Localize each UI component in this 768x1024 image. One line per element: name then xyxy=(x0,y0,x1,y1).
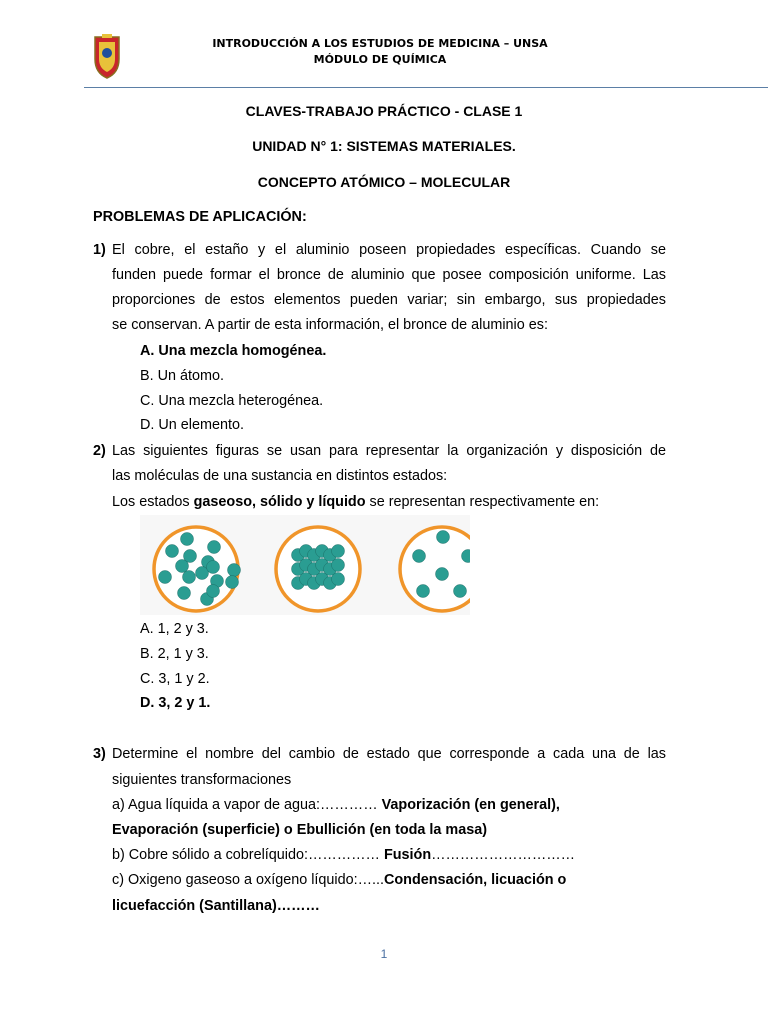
q2-option-b: B. 2, 1 y 3. xyxy=(140,646,209,662)
q2-option-d: D. 3, 2 y 1. xyxy=(140,695,211,711)
q2-number: 2) xyxy=(93,443,106,459)
q2-line-2: las moléculas de una sustancia en distintos estados: xyxy=(112,468,448,484)
q1-option-a: A. Una mezcla homogénea. xyxy=(140,343,327,359)
q2-line-1: Las siguientes figuras se usan para representar la organización y disposición de xyxy=(112,443,666,459)
q2-option-c: C. 3, 1 y 2. xyxy=(140,671,210,687)
q2-line-3-post: se representan respectivamente en: xyxy=(365,494,600,510)
q1-line-1: El cobre, el estaño y el aluminio poseen propiedades específicas. Cuando se xyxy=(112,242,666,258)
topic-title: CONCEPTO ATÓMICO – MOLECULAR xyxy=(257,174,511,190)
university-crest-icon xyxy=(92,33,122,79)
q3-item-c-answer: Condensación, licuación o xyxy=(384,872,567,888)
q1-number: 1) xyxy=(93,242,106,258)
q3-item-a-answer: Vaporización (en general), xyxy=(381,797,560,813)
q3-item-b-answer: Fusión xyxy=(383,847,432,863)
q2-option-a: A. 1, 2 y 3. xyxy=(140,621,209,637)
q1-option-b: B. Un átomo. xyxy=(140,368,224,384)
q3-item-b-prompt: b) Cobre sólido a cobrelíquido:…………… xyxy=(112,847,380,863)
q3-item-c xyxy=(112,872,566,888)
q2-line-3-pre: Los estados xyxy=(112,494,194,510)
q3-item-b xyxy=(112,847,575,863)
header-rule xyxy=(84,87,768,88)
figure-1-container xyxy=(154,527,241,611)
section-heading: PROBLEMAS DE APLICACIÓN: xyxy=(93,209,307,225)
header-module-title: MÓDULO DE QUÍMICA xyxy=(313,53,447,66)
unit-title: UNIDAD N° 1: SISTEMAS MATERIALES. xyxy=(252,138,516,154)
figure-3-container xyxy=(400,527,470,611)
q3-number: 3) xyxy=(93,746,106,762)
q3-item-a xyxy=(112,797,560,813)
states-of-matter-figure xyxy=(140,515,470,615)
q2-line-3-bold: gaseoso, sólido y líquido xyxy=(193,494,366,510)
q1-line-2: funden puede formar el bronce de aluminio que posee composición uniforme. Las xyxy=(112,267,666,283)
q3-item-c-answer-cont: licuefacción (Santillana)……… xyxy=(112,898,320,914)
q1-line-3: proporciones de estos elementos pueden variar; sin embargo, sus propiedades xyxy=(112,292,666,308)
doc-title: CLAVES-TRABAJO PRÁCTICO - CLASE 1 xyxy=(245,103,523,119)
q3-item-a-prompt: a) Agua líquida a vapor de agua:………… xyxy=(112,797,378,813)
q1-option-c: C. Una mezcla heterogénea. xyxy=(140,393,324,409)
header-course-title: INTRODUCCIÓN A LOS ESTUDIOS DE MEDICINA – UNSA xyxy=(212,37,548,50)
q2-line-3 xyxy=(112,494,599,510)
page-number: 1 xyxy=(380,947,388,961)
q3-item-a-answer-cont: Evaporación (superficie) o Ebullición (en toda la masa) xyxy=(112,822,488,838)
q3-item-b-dots: ………………………… xyxy=(431,847,576,863)
q1-line-4: se conservan. A partir de esta información, el bronce de aluminio es: xyxy=(112,317,548,333)
q1-option-d: D. Un elemento. xyxy=(140,417,244,433)
q3-item-c-prompt: c) Oxigeno gaseoso a oxígeno líquido:…... xyxy=(112,872,384,888)
q3-line-1: Determine el nombre del cambio de estado que corresponde a cada una de las xyxy=(112,746,666,762)
q3-line-2: siguientes transformaciones xyxy=(112,772,292,788)
figure-2-container xyxy=(276,527,360,611)
